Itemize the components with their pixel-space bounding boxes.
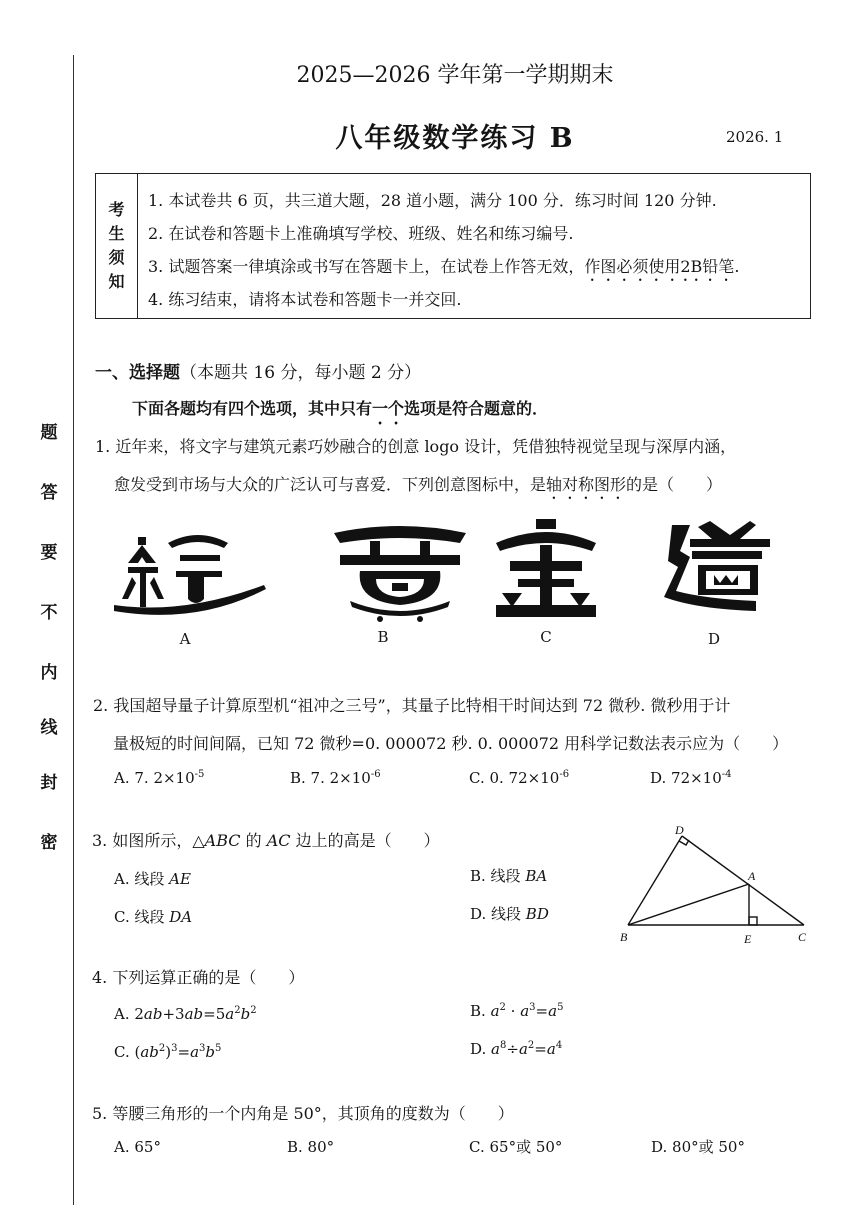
q3-triangle: ABC xyxy=(204,831,241,850)
q2-stem-line2: 量极短的时间间隔，已知 72 微秒=0. 000072 秒. 0. 000072 用科学记数法表示应为（ ） xyxy=(113,734,789,753)
notice-item-3-emphasis: 作图必须使用2B铅笔 xyxy=(584,257,735,276)
section-intro-text: 下面各题均有四个选项，其中只有 xyxy=(132,399,373,418)
q3-option-b xyxy=(470,865,547,886)
q3-option-a-segment: AE xyxy=(169,870,191,888)
q2-option-d-text: D. 72×10 xyxy=(650,769,722,787)
binding-line xyxy=(73,55,74,1205)
q3-option-d-segment: BD xyxy=(525,905,549,923)
q2-option-a-text: A. 7. 2×10 xyxy=(114,769,195,787)
notice-item-3-text: 3. 试题答案一律填涂或书写在答题卡上，在试卷上作答无效， xyxy=(148,257,585,276)
section-title-note: （本题共 16 分，每小题 2 分） xyxy=(180,363,422,383)
q2-option-d-exponent: -4 xyxy=(721,769,732,780)
logo-b-image xyxy=(320,515,480,625)
q5-option-d: D. 80°或 50° xyxy=(651,1138,745,1156)
notice-label-char: 考 xyxy=(108,200,125,219)
q5-stem: 5. 等腰三角形的一个内角是 50°，其顶角的度数为（ ） xyxy=(92,1104,514,1123)
logo-d-label: D xyxy=(707,630,721,648)
q4-option-d-label: D. xyxy=(470,1040,487,1058)
q3-triangle-figure xyxy=(612,818,817,950)
q3-option-d xyxy=(470,903,549,924)
q4-option-c: C. $(ab^2)^3=a^3b^5$ xyxy=(114,1043,222,1061)
notice-label-char: 生 xyxy=(108,224,125,243)
logo-b-label: B xyxy=(377,628,389,646)
q3-stem xyxy=(92,828,440,851)
q3-option-c-segment: DA xyxy=(169,908,193,926)
figure-label-e: E xyxy=(744,932,752,946)
q2-option-b xyxy=(290,769,381,787)
q4-option-a: A. $2ab+3ab=5a^2b^2$ xyxy=(114,1005,257,1023)
q4-option-b-label: B. xyxy=(470,1002,486,1020)
section-intro-end: 选项是符合题意的． xyxy=(404,399,549,418)
q4-option-b: B. $a^2 \cdot a^3=a^5$ xyxy=(470,1002,564,1020)
section-intro-emphasis: 一个 xyxy=(372,399,405,418)
q3-option-c-text: C. 线段 xyxy=(114,908,170,926)
margin-char: 线 xyxy=(40,718,58,738)
margin-char: 答 xyxy=(40,483,58,503)
q1-stem-end: 的是（ ） xyxy=(626,475,723,494)
q3-stem-text: 的 xyxy=(240,831,267,850)
q1-stem-text: 愈发受到市场与大众的广泛认可与喜爱．下列创意图标中，是 xyxy=(114,475,547,494)
q3-option-b-segment: BA xyxy=(525,867,548,885)
exam-date: 2026. 1 xyxy=(726,128,784,146)
figure-label-d: D xyxy=(675,823,684,837)
q2-option-c-text: C. 0. 72×10 xyxy=(469,769,560,787)
q2-option-a-exponent: -5 xyxy=(194,769,205,780)
q3-stem-text: 边上的高是（ ） xyxy=(290,831,440,850)
q5-option-b: B. 80° xyxy=(287,1138,335,1156)
logo-c-image xyxy=(466,515,626,625)
notice-label xyxy=(96,174,138,318)
q4-stem: 4. 下列运算正确的是（ ） xyxy=(92,968,305,987)
q1-stem-line1: 1. 近年来，将文字与建筑元素巧妙融合的创意 logo 设计，凭借独特视觉呈现与深厚内涵， xyxy=(95,437,737,456)
q3-option-b-text: B. 线段 xyxy=(470,867,526,885)
logo-a-image xyxy=(110,515,270,625)
logo-c-label: C xyxy=(540,628,552,646)
margin-char: 题 xyxy=(40,423,58,443)
q2-option-a xyxy=(114,769,204,787)
notice-item-2: 2. 在试卷和答题卡上准确填写学校、班级、姓名和练习编号. xyxy=(148,224,574,243)
candidate-notice-box xyxy=(95,173,811,319)
q2-option-d xyxy=(650,769,732,787)
margin-char: 封 xyxy=(40,773,58,793)
margin-char: 密 xyxy=(40,833,58,853)
exam-term-title: 2025—2026 学年第一学期期末 xyxy=(296,63,614,88)
q5-option-a: A. 65° xyxy=(114,1138,161,1156)
logo-d-image xyxy=(640,515,800,625)
section-intro xyxy=(132,396,548,428)
q3-stem-text: 3. 如图所示，△ xyxy=(92,831,205,850)
notice-item-1: 1. 本试卷共 6 页，共三道大题，28 道小题，满分 100 分．练习时间 120 分钟. xyxy=(148,191,717,210)
q4-option-c-label: C. xyxy=(114,1043,130,1061)
notice-item-3-end: . xyxy=(734,257,740,276)
notice-item-4: 4. 练习结束，请将本试卷和答题卡一并交回. xyxy=(148,290,462,309)
q4-option-d: D. $a^8\div a^2=a^4$ xyxy=(470,1040,563,1058)
q3-option-a xyxy=(114,868,191,889)
figure-label-b: B xyxy=(620,930,628,944)
section-title xyxy=(95,358,421,383)
margin-char: 要 xyxy=(40,543,58,563)
q2-option-c xyxy=(469,769,569,787)
q2-stem-line1: 2. 我国超导量子计算原型机“祖冲之三号”，其量子比特相干时间达到 72 微秒. 微秒用于计 xyxy=(93,696,731,715)
margin-char: 不 xyxy=(40,603,58,623)
q3-option-a-text: A. 线段 xyxy=(114,870,170,888)
q1-stem-line2 xyxy=(114,472,722,503)
q2-option-b-exponent: -6 xyxy=(370,769,381,780)
logo-a-label: A xyxy=(179,630,191,648)
q3-side: AC xyxy=(266,831,291,850)
figure-label-a: A xyxy=(748,869,756,883)
q4-option-a-label: A. xyxy=(114,1005,130,1023)
notice-label-char: 知 xyxy=(108,272,125,291)
figure-label-c: C xyxy=(798,930,807,944)
margin-char: 内 xyxy=(40,663,58,683)
q2-option-c-exponent: -6 xyxy=(559,769,570,780)
q3-option-c xyxy=(114,906,192,927)
q3-option-d-text: D. 线段 xyxy=(470,905,526,923)
section-title-main: 一、选择题 xyxy=(95,363,180,383)
q1-stem-emphasis: 轴对称图形 xyxy=(546,475,627,494)
notice-item-3 xyxy=(148,254,739,285)
q5-option-c: C. 65°或 50° xyxy=(469,1138,563,1156)
q2-option-b-text: B. 7. 2×10 xyxy=(290,769,371,787)
exam-title: 八年级数学练习 B xyxy=(335,123,575,154)
notice-label-char: 须 xyxy=(108,248,125,267)
